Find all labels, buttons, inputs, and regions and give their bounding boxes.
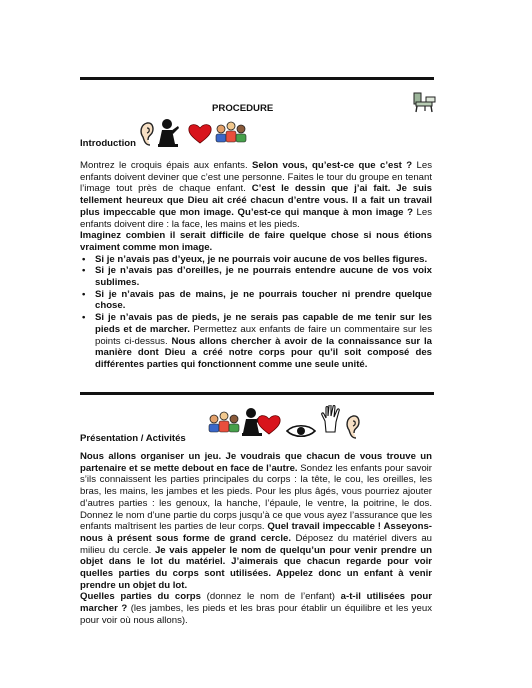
bullet-item bbox=[80, 289, 432, 312]
intro-imagine-paragraph: Imaginez combien il serait difficile de faire quelque chose si nous étions vraiment comme mon image. bbox=[80, 230, 432, 253]
text-run: Nous allons organiser un jeu. Je voudrais que chacun de vous trouve un partenaire et se mette debout en face de l’autre. bbox=[80, 451, 432, 474]
text-run: Sondez les enfants pour savoir s’ils connaissent les parties principales du corps : la tête, le cou, les oreilles, les bras, les mains, les jambes et les pieds. Pour les plus âgés, vous pourriez ajouter d’autres parties : les genoux, la hanche, l’épaule, le ventre, la poitrine, le dos. Donnez le nom d’une partie du corps jusqu’à ce que vous ayez l’assurance que les enfants maîtrisent les parties de leur corps. bbox=[80, 462, 432, 533]
text-run: Selon vous, qu’est-ce que c’est ? bbox=[252, 160, 413, 171]
chair-icon bbox=[412, 89, 438, 113]
text-run: Si je n’avais pas d’yeux, je ne pourrais voir aucune de vos belles figures. bbox=[95, 253, 428, 265]
group-of-children-icon bbox=[215, 120, 248, 144]
activities-heading: Présentation / Activités bbox=[80, 433, 186, 444]
intro-body bbox=[80, 160, 432, 371]
heart-icon bbox=[257, 414, 281, 435]
text-run: Quelles parties du corps bbox=[80, 591, 201, 603]
text-run: Les enfants doivent deviner que c’est une personne. Faites le tour du groupe en tenant l’image tout près de chaque enfant. bbox=[80, 160, 432, 195]
bullet-item bbox=[80, 312, 432, 371]
text-run: C’est le dessin que j’ai fait. Je suis tellement heureux que Dieu ait créé chacun d’entre vous. Il a fait un travail plus impeccable que mon image. Qu’est-ce qui manque à mon image ? bbox=[80, 183, 432, 218]
top-rule bbox=[80, 77, 434, 80]
bullet-item bbox=[80, 265, 432, 288]
text-run: Déposez du matériel divers au milieu du cercle. bbox=[80, 532, 432, 556]
text-run: Quel travail impeccable ! Asseyons-nous à présent sous forme de grand cercle. bbox=[80, 521, 432, 544]
activities-paragraph bbox=[80, 451, 432, 591]
text-run: Si je n’avais pas de pieds, je ne serais pas capable de me tenir sur les pieds et de marcher. bbox=[95, 312, 432, 335]
text-run: (les jambes, les pieds et les bras pour établir un équilibre et les yeux pour voir où nous allons). bbox=[80, 603, 433, 626]
text-run: Les enfants doivent dire : la face, les mains et les pieds. bbox=[80, 206, 432, 230]
text-run: Si je n’avais pas d’oreilles, je ne pourrais entendre aucune de vos voix sublimes. bbox=[95, 265, 432, 289]
intro-bullet-list bbox=[80, 254, 432, 371]
hand-icon bbox=[320, 405, 342, 433]
ear-icon bbox=[345, 414, 361, 440]
text-run: Si je n’avais pas de mains, je ne pourrais toucher ni prendre quelque chose. bbox=[95, 288, 432, 312]
text-run: Nous allons chercher à avoir de la connaissance sur la manière dont Dieu a créé notre corps pour qu’il soit composé des différentes parties qui fonctionnent comme une seule unité. bbox=[95, 335, 432, 370]
ear-icon bbox=[139, 121, 155, 147]
text-run: Je vais appeler le nom de quelqu’un pour venir prendre un objet dans le lot du matériel. J’aimerais que chacun regarde pour voir quelles parties du corps sont utilisées. Appelez donc un enfant à venir prendre un objet du lot. bbox=[80, 544, 432, 591]
group-of-children-icon bbox=[208, 410, 241, 434]
bullet-item bbox=[80, 254, 432, 266]
text-run: Permettez aux enfants de faire un commentaire sur les points ci-dessus. bbox=[95, 323, 433, 347]
text-run: (donnez le nom de l’enfant) bbox=[201, 591, 341, 603]
text-run: Montrez le croquis épais aux enfants. bbox=[80, 160, 253, 171]
intro-paragraph bbox=[80, 160, 432, 230]
section-rule bbox=[80, 392, 434, 395]
text-run: a-t-il utilisées pour marcher ? bbox=[80, 591, 432, 615]
intro-heading: Introduction bbox=[80, 138, 136, 149]
activities-question-paragraph bbox=[80, 591, 432, 626]
page-title: PROCEDURE bbox=[212, 103, 274, 114]
heart-icon bbox=[188, 123, 212, 144]
activities-body bbox=[80, 451, 432, 627]
eye-icon bbox=[286, 424, 316, 438]
praying-child-icon bbox=[156, 118, 182, 148]
